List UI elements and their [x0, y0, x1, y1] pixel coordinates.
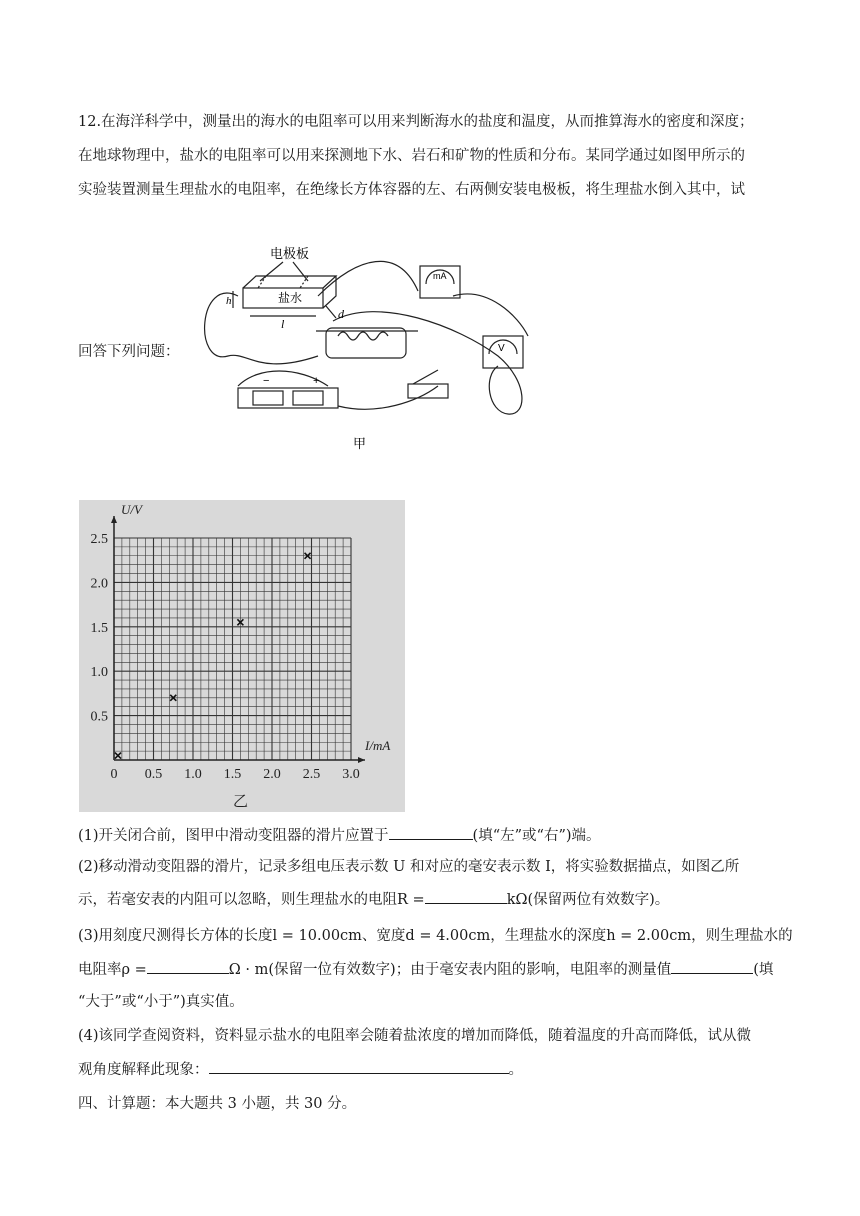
- x-tick-label: 2.5: [302, 767, 321, 782]
- q4-line-1: (4)该同学查阅资料，资料显示盐水的电阻率会随着盐浓度的增加而降低，随着温度的升高而降低，试从微: [78, 1028, 752, 1044]
- q4-answer-blank[interactable]: [209, 1059, 509, 1074]
- battery-minus-label: −: [263, 375, 270, 387]
- q3-resistivity-blank[interactable]: [147, 959, 229, 974]
- question-intro-line-3: 实验装置测量生理盐水的电阻率，在绝缘长方体容器的左、右两侧安装电极板，将生理盐水倒入其中，试: [78, 182, 745, 198]
- figure-jia-caption: 甲: [353, 436, 367, 451]
- x-axis-label: I/mA: [365, 738, 391, 753]
- question-intro-line-4: 回答下列问题：: [78, 344, 180, 360]
- q3-compare-blank[interactable]: [671, 959, 753, 974]
- ui-chart: [79, 500, 405, 812]
- x-tick-label: 2.0: [263, 767, 281, 782]
- q3-line-2: [78, 959, 788, 980]
- q3-line-3: “大于”或“小于”)真实值。: [78, 994, 244, 1010]
- battery-plus-label: +: [313, 375, 320, 387]
- q4-line-2: [78, 1059, 788, 1080]
- question-intro-line-2: 在地球物理中，盐水的电阻率可以用来探测地下水、岩石和矿物的性质和分布。某同学通过如图甲所示的: [78, 148, 745, 164]
- x-tick-label: 1.0: [184, 767, 202, 782]
- dim-l-label: l: [281, 317, 285, 331]
- q2-text-a: 示，若毫安表的内阻可以忽略，则生理盐水的电阻R =: [78, 892, 425, 908]
- y-tick-label: 1.0: [90, 665, 108, 681]
- ui-graph-figure: [79, 500, 405, 812]
- q3-text-c: (填: [753, 962, 774, 978]
- voltmeter-label: V: [498, 343, 505, 354]
- q1-text-b: (填“左”或“右”)端。: [472, 828, 601, 844]
- electrode-label: 电极板: [270, 246, 310, 261]
- q1: [78, 825, 788, 846]
- y-tick-label: 2.5: [90, 532, 108, 547]
- q1-answer-blank[interactable]: [389, 825, 473, 840]
- milliammeter-label: mA: [433, 271, 447, 281]
- section-title: 四、计算题：本大题共 3 小题，共 30 分。: [78, 1096, 357, 1112]
- y-axis-arrow: [111, 516, 117, 523]
- y-tick-label: 1.5: [90, 620, 108, 636]
- dim-h-label: h: [226, 295, 232, 307]
- q2-answer-blank[interactable]: [425, 889, 507, 904]
- dim-d-label: d: [338, 307, 344, 321]
- x-tick-label: 3.0: [342, 767, 360, 782]
- x-tick-label: 1.5: [223, 767, 242, 782]
- figure-yi-caption: 乙: [233, 794, 249, 810]
- q4-text-b: 。: [508, 1062, 523, 1078]
- x-tick-label: 0: [110, 767, 118, 782]
- data-point: [115, 753, 121, 759]
- q1-text-a: (1)开关闭合前，图甲中滑动变阻器的滑片应置于: [78, 828, 389, 844]
- y-tick-label: 2.0: [90, 576, 108, 592]
- x-axis-arrow: [358, 757, 365, 763]
- question-intro-line-1: 12.在海洋科学中，测量出的海水的电阻率可以用来判断海水的盐度和温度，从而推算海水的密度和深度；: [78, 114, 754, 130]
- q2-line-2: [78, 889, 788, 910]
- q2-line-1: (2)移动滑动变阻器的滑片，记录多组电压表示数 U 和对应的毫安表示数 I，将实验数据描点，如图乙所: [78, 859, 740, 875]
- q3-text-a: 电阻率ρ =: [78, 962, 147, 978]
- q3-text-b: Ω · m(保留一位有效数字)；由于毫安表内阻的影响，电阻率的测量值: [228, 962, 672, 978]
- circuit-figure: [198, 236, 558, 456]
- q3-line-1: (3)用刻度尺测得长方体的长度l = 10.00cm、宽度d = 4.00cm，生理盐水的深度h = 2.00cm，则生理盐水的: [78, 928, 793, 944]
- x-tick-label: 0.5: [144, 767, 163, 782]
- y-tick-label: 0.5: [90, 709, 108, 725]
- saltwater-label: 盐水: [278, 291, 303, 305]
- q2-text-b: kΩ(保留两位有效数字)。: [506, 892, 670, 908]
- y-axis-label: U/V: [121, 502, 142, 517]
- q4-text-a: 观角度解释此现象：: [78, 1062, 209, 1078]
